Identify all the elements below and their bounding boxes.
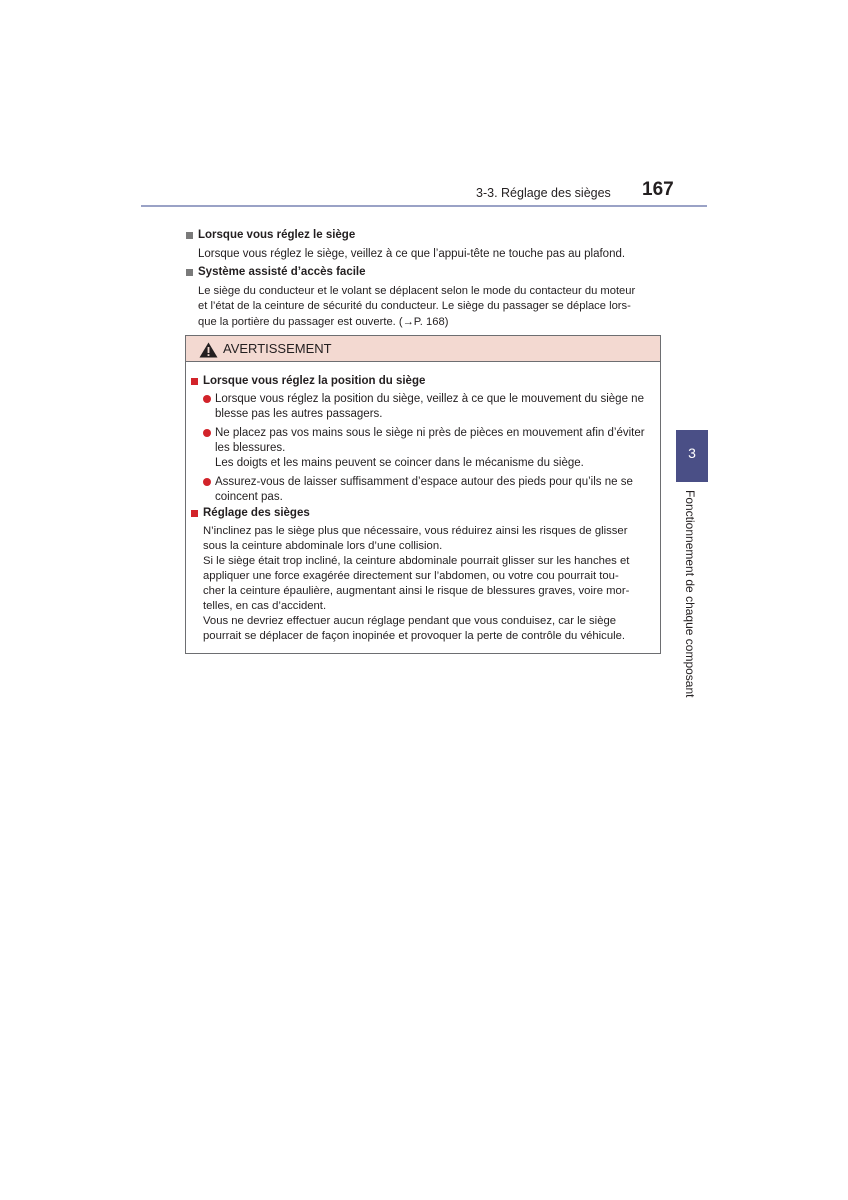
bullet-line: Assurez-vous de laisser suffisamment d’espace autour des pieds pour qu’ils ne se <box>215 476 633 488</box>
warning-block-seats <box>191 506 656 644</box>
section-body <box>186 284 662 331</box>
warning-bullet <box>191 475 656 505</box>
chapter-tab-number: 3 <box>688 445 696 461</box>
bullet-line: blesse pas les autres passagers. <box>215 408 383 420</box>
body-line: sous la ceinture abdominale lors d’une collision. <box>203 540 443 552</box>
gray-square-icon <box>186 269 193 276</box>
section-heading-text: Système assisté d’accès facile <box>198 266 366 278</box>
body-line: Le siège du conducteur et le volant se déplacent selon le mode du contacteur du moteur <box>198 284 636 297</box>
header-section-title: 3-3. Réglage des sièges <box>476 186 611 200</box>
body-line: pourrait se déplacer de façon inopinée et provoquer la perte de contrôle du véhicule. <box>203 630 626 642</box>
page-number: 167 <box>642 179 674 200</box>
body-line: N’inclinez pas le siège plus que nécessaire, vous réduirez ainsi les risques de glisser <box>203 525 628 537</box>
section-body <box>186 247 662 263</box>
red-bullet-icon <box>203 395 211 403</box>
body-line: que la portière du passager est ouverte. (→P. 168) <box>198 315 449 328</box>
bullet-line: Ne placez pas vos mains sous le siège ni près de pièces en mouvement afin d’éviter <box>215 427 645 439</box>
body-line: telles, en cas d’accident. <box>203 600 327 612</box>
header-rule <box>141 205 707 207</box>
warning-block-heading <box>191 374 656 389</box>
section-heading <box>186 265 662 281</box>
warning-block-heading-text: Réglage des sièges <box>203 507 310 519</box>
warning-block-heading-text: Lorsque vous réglez la position du siège <box>203 375 426 387</box>
warning-triangle-icon <box>199 342 218 358</box>
section-heading <box>186 228 662 244</box>
body-line: Si le siège était trop incliné, la ceinture abdominale pourrait glisser sur les hanches et <box>203 555 630 567</box>
warning-block-body <box>191 524 656 644</box>
warning-box <box>185 335 661 654</box>
body-line: cher la ceinture épaulière, augmentant ainsi le risque de blessures graves, voire mor- <box>203 585 630 597</box>
bullet-line: Les doigts et les mains peuvent se coincer dans le mécanisme du siège. <box>215 457 584 469</box>
warning-bullet <box>191 392 656 422</box>
red-square-icon <box>191 378 198 385</box>
body-line: Vous ne devriez effectuer aucun réglage pendant que vous conduisez, car le siège <box>203 615 617 627</box>
body-line: et l’état de la ceinture de sécurité du conducteur. Le siège du passager se déplace lors- <box>198 300 631 312</box>
body-line: appliquer une force exagérée directement sur l’abdomen, ou votre cou pourrait tou- <box>203 570 619 582</box>
warning-header <box>186 336 660 362</box>
red-bullet-icon <box>203 429 211 437</box>
warning-title: AVERTISSEMENT <box>223 341 332 356</box>
red-square-icon <box>191 510 198 517</box>
red-bullet-icon <box>203 478 211 486</box>
bullet-line: coincent pas. <box>215 491 283 503</box>
bullet-line: les blessures. <box>215 442 286 454</box>
section-heading-text: Lorsque vous réglez le siège <box>198 229 356 241</box>
warning-block-position <box>191 374 656 505</box>
chapter-label: Fonctionnement de chaque composant <box>683 490 697 698</box>
warning-bullet <box>191 426 656 471</box>
body-line: Lorsque vous réglez le siège, veillez à ce que l’appui-tête ne touche pas au plafond. <box>198 247 626 260</box>
chapter-tab[interactable] <box>676 430 708 482</box>
bullet-line: Lorsque vous réglez la position du siège, veillez à ce que le mouvement du siège ne <box>215 393 644 405</box>
section-easy-access <box>186 265 662 330</box>
warning-block-heading <box>191 506 656 521</box>
gray-square-icon <box>186 232 193 239</box>
section-seat-adjust <box>186 228 662 262</box>
